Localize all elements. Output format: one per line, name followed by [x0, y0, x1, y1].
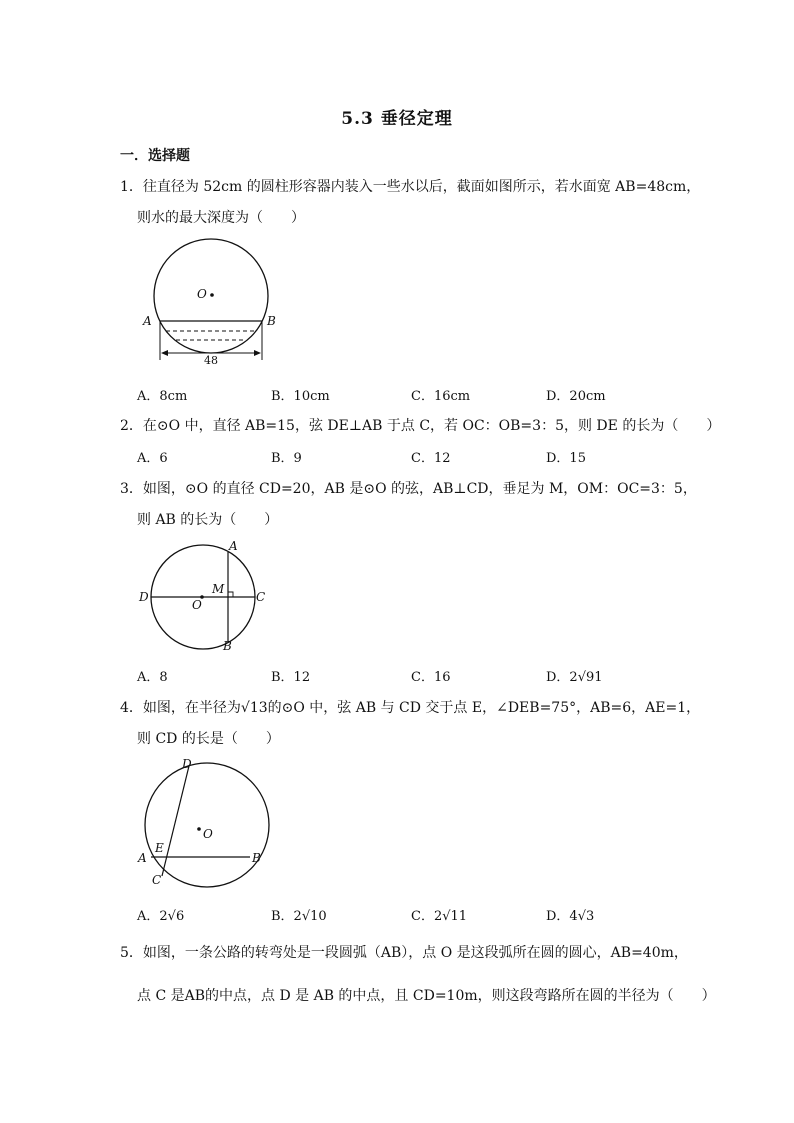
- q4-label-e: E: [155, 841, 164, 855]
- q4-chord-cd: [162, 766, 189, 876]
- q4-option-d[interactable]: D．4√3: [546, 909, 595, 924]
- q1-center-dot: [210, 293, 214, 297]
- q3-label-c: C: [256, 590, 266, 604]
- q1-dim-arrow-right: [254, 350, 261, 356]
- q1-dim-arrow-left: [161, 350, 168, 356]
- question-5-line-1: 5．如图，一条公路的转弯处是一段圆弧（AB），点 O 是这段弧所在圆的圆心，AB=40m，: [120, 945, 688, 961]
- q1-dim-label: 48: [204, 354, 218, 367]
- q3-option-c[interactable]: C．16: [411, 670, 451, 685]
- q2-option-b[interactable]: B．9: [271, 451, 302, 466]
- q2-option-a[interactable]: A．6: [137, 451, 168, 466]
- question-4-options: [137, 905, 697, 923]
- q2-option-c[interactable]: C．12: [411, 451, 451, 466]
- q4-label-o: O: [203, 827, 213, 841]
- q1-label-b: B: [267, 314, 276, 328]
- question-1-figure: [140, 225, 290, 370]
- q4-label-d: D: [182, 757, 192, 771]
- q4-label-a: A: [138, 851, 147, 865]
- q3-label-b: B: [223, 639, 232, 653]
- q3-label-m: M: [212, 582, 225, 596]
- q4-label-c: C: [152, 873, 162, 887]
- q1-option-a[interactable]: A．8cm: [137, 389, 188, 404]
- q4-label-b: B: [252, 851, 261, 865]
- question-4-line-2: 则 CD 的长是（ ）: [137, 731, 280, 747]
- q1-option-b[interactable]: B．10cm: [271, 389, 330, 404]
- question-1-line-2: 则水的最大深度为（ ）: [137, 210, 305, 226]
- q3-label-o: O: [192, 598, 202, 612]
- question-5-line-2: 点 C 是AB的中点，点 D 是 AB 的中点，且 CD=10m，则这段弯路所在圆的半径为（ ）: [137, 988, 716, 1004]
- q1-label-o: O: [197, 287, 207, 301]
- question-1-line-1: 1．往直径为 52cm 的圆柱形容器内装入一些水以后，截面如图所示，若水面宽 AB=48cm，: [120, 179, 701, 195]
- question-4-line-1: 4．如图，在半径为√13的⊙O 中，弦 AB 与 CD 交于点 E，∠DEB=75°，AB=6，AE=1，: [120, 700, 701, 716]
- question-4-figure: [135, 756, 275, 891]
- section-heading: 一．选择题: [120, 148, 190, 164]
- q4-option-a[interactable]: A．2√6: [137, 909, 185, 924]
- question-3-figure: [135, 535, 275, 660]
- q2-option-d[interactable]: D．15: [546, 451, 586, 466]
- q1-option-c[interactable]: C．16cm: [411, 389, 471, 404]
- q3-label-a: A: [229, 539, 238, 553]
- question-1-options: [137, 385, 697, 403]
- question-3-line-2: 则 AB 的长为（ ）: [137, 512, 279, 528]
- q4-option-c[interactable]: C．2√11: [411, 909, 468, 924]
- question-3-options: [137, 666, 697, 684]
- q1-option-d[interactable]: D．20cm: [546, 389, 606, 404]
- q3-right-angle-mark: [228, 592, 233, 597]
- question-2-options: [137, 447, 697, 465]
- q1-label-a: A: [143, 314, 152, 328]
- q3-option-a[interactable]: A．8: [137, 670, 168, 685]
- q3-option-b[interactable]: B．12: [271, 670, 311, 685]
- question-3-line-1: 3．如图，⊙O 的直径 CD=20，AB 是⊙O 的弦，AB⊥CD，垂足为 M，OM：OC=3：5，: [120, 481, 697, 497]
- q4-center-dot: [197, 827, 201, 831]
- question-2-line-1: 2．在⊙O 中，直径 AB=15，弦 DE⊥AB 于点 C，若 OC：OB=3：5，则 DE 的长为（ ）: [120, 418, 721, 434]
- q3-option-d[interactable]: D．2√91: [546, 670, 603, 685]
- page-title: 5.3 垂径定理: [341, 109, 453, 129]
- q3-label-d: D: [139, 590, 149, 604]
- q4-option-b[interactable]: B．2√10: [271, 909, 327, 924]
